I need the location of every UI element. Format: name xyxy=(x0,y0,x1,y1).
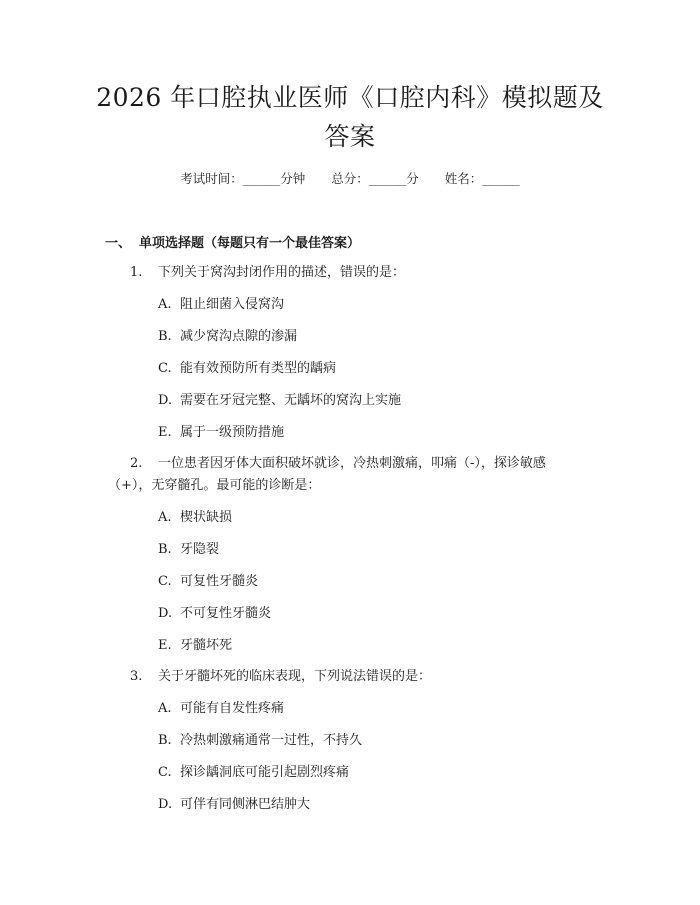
option-text: 阻止细菌入侵窝沟 xyxy=(180,297,285,312)
total-score-field: 总分：______分 xyxy=(331,171,419,186)
section-heading xyxy=(105,232,360,251)
option-text: 牙隐裂 xyxy=(180,542,220,557)
question-1-option-e xyxy=(158,421,284,440)
option-label: C. xyxy=(158,361,172,376)
question-1-stem xyxy=(130,261,405,280)
option-label: D. xyxy=(158,393,173,408)
question-text: 一位患者因牙体大面积破坏就诊，冷热刺激痛，叩痛（-），探诊敏感 xyxy=(158,456,546,471)
option-label: C. xyxy=(158,574,172,589)
title-line-1: 2026 年口腔执业医师《口腔内科》模拟题及 xyxy=(96,83,604,112)
question-text: 下列关于窝沟封闭作用的描述，错误的是： xyxy=(158,265,406,280)
question-1-option-d xyxy=(158,389,401,408)
question-1-option-c xyxy=(158,357,336,376)
question-2-option-d xyxy=(158,602,271,621)
option-text: 可伴有同侧淋巴结肿大 xyxy=(180,797,311,812)
question-2-option-c xyxy=(158,570,258,589)
question-2-option-b xyxy=(158,538,219,557)
option-text: 需要在牙冠完整、无龋坏的窝沟上实施 xyxy=(180,393,402,408)
page-title xyxy=(80,78,620,156)
option-text: 可能有自发性疼痛 xyxy=(180,701,285,716)
option-label: A. xyxy=(158,510,172,525)
option-text: 可复性牙髓炎 xyxy=(180,574,259,589)
section-title: 单项选择题（每题只有一个最佳答案） xyxy=(139,236,361,251)
question-1-option-b xyxy=(158,325,297,344)
option-label: D. xyxy=(158,606,173,621)
option-label: E. xyxy=(158,638,172,653)
option-label: C. xyxy=(158,765,172,780)
question-2-stem-line-2 xyxy=(108,474,320,493)
option-label: E. xyxy=(158,425,172,440)
question-2-option-e xyxy=(158,634,232,653)
option-text: 属于一级预防措施 xyxy=(180,425,285,440)
question-3-option-a xyxy=(158,697,284,716)
exam-info xyxy=(0,169,700,187)
option-label: B. xyxy=(158,329,172,344)
option-text: 楔状缺损 xyxy=(180,510,233,525)
option-label: B. xyxy=(158,542,172,557)
section-number: 一、 xyxy=(105,236,132,251)
option-label: A. xyxy=(158,701,172,716)
question-3-stem xyxy=(130,665,431,684)
question-2-option-a xyxy=(158,506,232,525)
option-text: 减少窝沟点隙的渗漏 xyxy=(180,329,298,344)
question-text: 关于牙髓坏死的临床表现，下列说法错误的是： xyxy=(158,669,432,684)
question-3-option-c xyxy=(158,761,349,780)
question-1-option-a xyxy=(158,293,284,312)
title-line-2: 答案 xyxy=(324,122,376,151)
question-3-option-d xyxy=(158,793,310,812)
question-number: 1. xyxy=(130,265,143,280)
question-2-stem-line-1 xyxy=(130,452,546,471)
option-text: 不可复性牙髓炎 xyxy=(180,606,272,621)
name-field: 姓名：______ xyxy=(444,171,520,186)
option-text: 探诊龋洞底可能引起剧烈疼痛 xyxy=(180,765,350,780)
option-label: D. xyxy=(158,797,173,812)
question-number: 3. xyxy=(130,669,143,684)
question-number: 2. xyxy=(130,456,143,471)
question-3-option-b xyxy=(158,729,362,748)
exam-time-field: 考试时间：______分钟 xyxy=(180,171,306,186)
option-label: B. xyxy=(158,733,172,748)
question-text-continued: （+），无穿髓孔。最可能的诊断是： xyxy=(108,478,321,493)
option-text: 冷热刺激痛通常一过性，不持久 xyxy=(180,733,363,748)
option-text: 能有效预防所有类型的龋病 xyxy=(180,361,337,376)
option-text: 牙髓坏死 xyxy=(180,638,233,653)
option-label: A. xyxy=(158,297,172,312)
